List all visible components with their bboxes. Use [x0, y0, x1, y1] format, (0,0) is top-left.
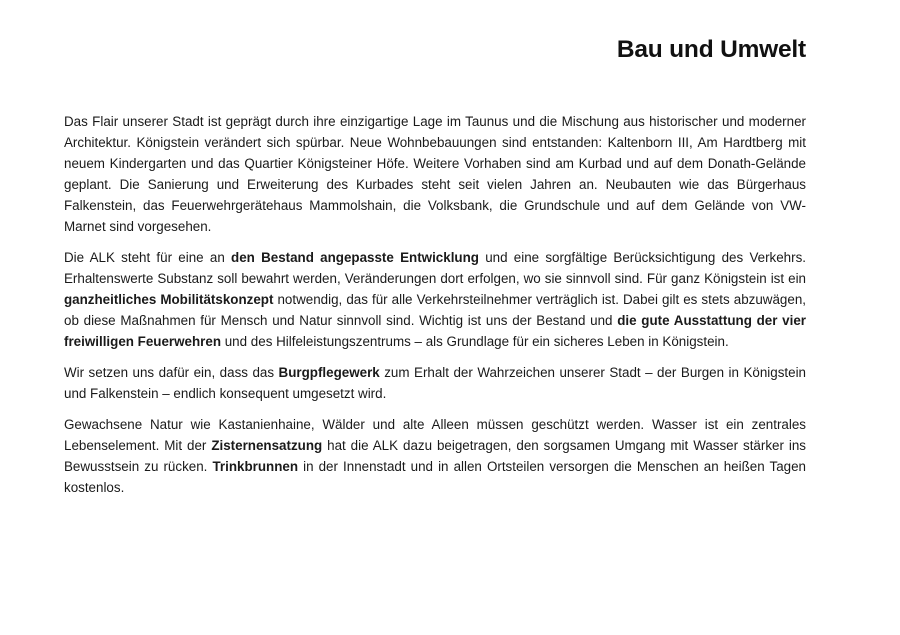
paragraph-intro — [64, 111, 806, 237]
text-run: Gewachsene Natur wie Kastanienhaine, Wälder und alte Alleen müssen geschützt werden. Wasser ist ein zentrales Lebenselement. Mit der — [64, 417, 806, 453]
bold-phrase-mobilitaet: ganzheitliches Mobilitätskonzept — [64, 292, 274, 307]
text-run: Wir setzen uns dafür ein, dass das — [64, 365, 279, 380]
page-title: Bau und Umwelt — [616, 36, 806, 63]
text-run: und des Hilfeleistungszentrums – als Grundlage für ein sicheres Leben in Königstein. — [221, 334, 729, 349]
paragraph-burgpflege — [64, 362, 806, 404]
text-run: notwendig, das für alle Verkehrsteilnehmer verträglich ist. Dabei gilt es stets abzuwägen, ob diese Maßnahmen für Mensch und Natur sinnvoll sind. Wichtig ist uns der Bestand und — [64, 292, 806, 328]
paragraph-development — [64, 247, 806, 352]
text-run: zum Erhalt der Wahrzeichen unserer Stadt – der Burgen in Königstein und Falkenstein – endlich konsequent umgesetzt wird. — [64, 365, 806, 401]
bold-phrase-burgpflegewerk: Burgpflegewerk — [278, 365, 380, 380]
paragraph-nature — [64, 414, 806, 498]
bold-phrase-bestand: den Bestand angepasste Entwicklung — [231, 250, 479, 265]
text-run: in der Innenstadt und in allen Ortsteilen versorgen die Menschen an heißen Tagen kostenlos. — [64, 459, 806, 495]
paragraph-intro-text: Das Flair unserer Stadt ist geprägt durch ihre einzigartige Lage im Taunus und die Mischung aus historischer und moderner Architektur. Königstein verändert sich spürbar. Neue Wohnbebauungen sind entstanden: Kaltenborn III, Am Hardtberg mit neuem Kindergarten und das Quartier Königsteiner Höfe. Weitere Vorhaben sind am Kurbad und auf dem Donath-Gelände geplant. Die Sanierung und Erweiterung des Kurbades steht seit vielen Jahren an. Neubauten wie das Bürgerhaus Falkenstein, das Feuerwehrgerätehaus Mammolshain, die Volksbank, die Grundschule und auf dem Gelände von VW-Marnet sind vorgesehen. — [64, 114, 806, 234]
body-text — [64, 111, 806, 508]
bold-phrase-zisternensatzung: Zisternensatzung — [211, 438, 323, 453]
bold-phrase-trinkbrunnen: Trinkbrunnen — [212, 459, 299, 474]
text-run: und eine sorgfältige Berücksichtigung des Verkehrs. Erhaltenswerte Substanz soll bewahrt werden, Veränderungen dort erfolgen, wo sie sinnvoll sind. Für ganz Königstein ist ein — [64, 250, 807, 286]
bold-phrase-feuerwehren: die gute Ausstattung der vier freiwilligen Feuerwehren — [64, 313, 806, 349]
text-run: Die ALK steht für eine an — [64, 250, 232, 265]
text-run: hat die ALK dazu beigetragen, den sorgsamen Umgang mit Wasser stärker ins Bewusstsein zu rücken. — [64, 438, 806, 474]
